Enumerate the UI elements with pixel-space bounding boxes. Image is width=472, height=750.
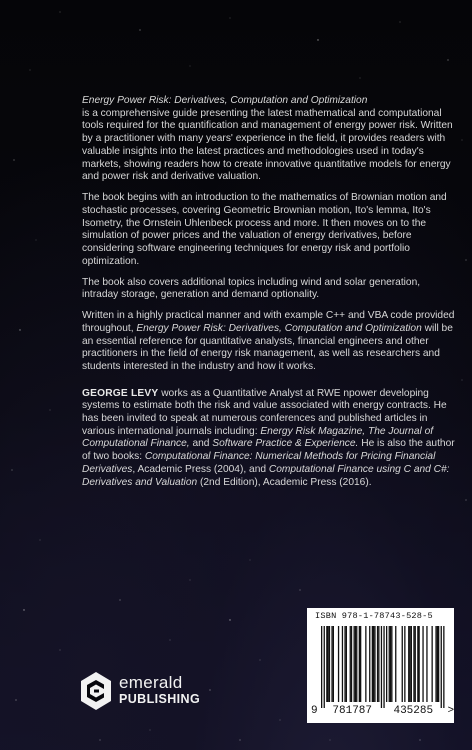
barcode-quiet-zone-marker: > [447,705,454,717]
barcode-bar [419,626,420,702]
barcode-bar [402,626,403,702]
author-bio-text: and [189,438,213,450]
author-bio-text: He is also the author of two books: [82,438,455,463]
barcode-bar [365,626,366,702]
barcode-bar [443,626,444,708]
author-bio-text: (2nd Edition), Academic Press (2016). [197,476,372,488]
publisher-name: emerald [119,673,183,692]
barcode-bar [426,626,427,702]
author-bio-text: works as a Quantitative Analyst at RWE npower developing systems to estimate both the risk and value associated with energy contracts. He has been invited to speak at numerous conferences and published articles in various international journals including: [82,387,447,437]
description-text: will be an essential reference for quantitative analysts, financial engineers and other practitioners in the field of energy risk management, as well as researchers and students interested in the industry and how it works. [82,322,453,372]
barcode-bar [374,626,375,702]
barcode-bar [383,626,384,708]
author-name: GEORGE LEVY [82,387,159,399]
publisher-subtitle: PUBLISHING [119,692,201,706]
barcode-bar [324,626,325,708]
barcode-bar [326,626,327,702]
barcode-bar [404,626,405,702]
barcode-bar [438,626,439,702]
barcode-bar [329,626,330,702]
barcode-bar [391,626,392,702]
barcode-left-digits: 781787 [332,705,373,717]
barcode-bar [355,626,356,702]
barcode-bar [413,626,414,702]
isbn-barcode [307,608,454,723]
barcode-bar [338,626,339,702]
book-title-italic: Computational Finance using C and C#: Derivatives and Valuation [82,463,450,488]
barcode-bar [415,626,416,702]
isbn-label: ISBN 978-1-78743-528-5 [315,611,433,621]
barcode-bar [417,626,418,702]
barcode-bar [359,626,360,702]
back-cover-description [82,95,457,497]
barcode-bar [377,626,378,702]
barcode-bar [333,626,334,702]
barcode-bar [378,626,379,702]
barcode-right-digits: 435285 [393,705,434,717]
barcode-bar [408,626,409,702]
barcode-bar [437,626,438,702]
barcode-bar [342,626,343,702]
barcode-bar [409,626,410,702]
barcode-bar [344,626,345,702]
barcode-bar [411,626,412,702]
barcode-bar [386,626,387,702]
barcode-bar [351,626,352,702]
barcode-bar [360,626,361,702]
barcode-graphic [307,608,454,723]
description-text: is a comprehensive guide presenting the latest mathematical and computational tools required for the quantification and management of energy power risk. Written by a practitioner with many years' experience in the field, it provides readers with valuable insights into the latest practices and methodologies used in today's markets, showing readers how to create innovative quantitative models for energy and power risk and derivative valuation. [82,107,453,183]
description-paragraph-4 [82,310,457,374]
barcode-bar [354,626,355,702]
barcode-bar [389,626,390,702]
description-paragraph-2: The book begins with an introduction to the mathematics of Brownian motion and stochastic processes, covering Geometric Brownian motion, Ito's lemma, Ito's Isometry, the Ornstein Uhlenbeck process and more. It then moves on to the simulation of power prices and the valuation of energy derivatives, before considering software engineering techniques for energy risk and portfolio optimization. [82,192,447,267]
book-title-italic: Computational Finance: Numerical Methods for Pricing Financial Derivatives [82,451,436,475]
barcode-bar [435,626,436,702]
publisher-logo [79,671,219,711]
barcode-bar [328,626,329,702]
barcode-bar [395,626,396,702]
author-bio-text: , Academic Press (2004), and [132,463,269,475]
emerald-logo-icon [79,671,113,711]
barcode-bar [369,626,370,702]
description-text: Written in a highly practical manner and with example C++ and VBA code provided throughout, [82,310,455,334]
barcode-bar [373,626,374,702]
barcode-bar [432,626,433,702]
barcode-bar [441,626,442,708]
description-paragraph-1 [82,95,457,184]
book-title-italic: Energy Power Risk: Derivatives, Computation and Optimization [82,95,368,106]
author-bio [82,388,457,490]
journal-names: Software Practice & Experience. [212,438,359,450]
description-paragraph-3: The book also covers additional topics including wind and solar generation, intraday storage, generation and demand optionality. [82,276,421,301]
barcode-bar [331,626,332,702]
barcode-bar [381,626,382,708]
barcode-bar [356,626,357,702]
barcode-first-digit: 9 [311,705,318,717]
book-title-italic: Energy Power Risk: Derivatives, Computation and Optimization [136,322,422,334]
barcode-bar [390,626,391,702]
journal-names: Energy Risk Magazine, The Journal of Computational Finance, [82,425,434,450]
barcode-bar [321,626,322,708]
barcode-bar [346,626,347,702]
barcode-bar [350,626,351,702]
barcode-bar [422,626,423,702]
barcode-bar [372,626,373,702]
